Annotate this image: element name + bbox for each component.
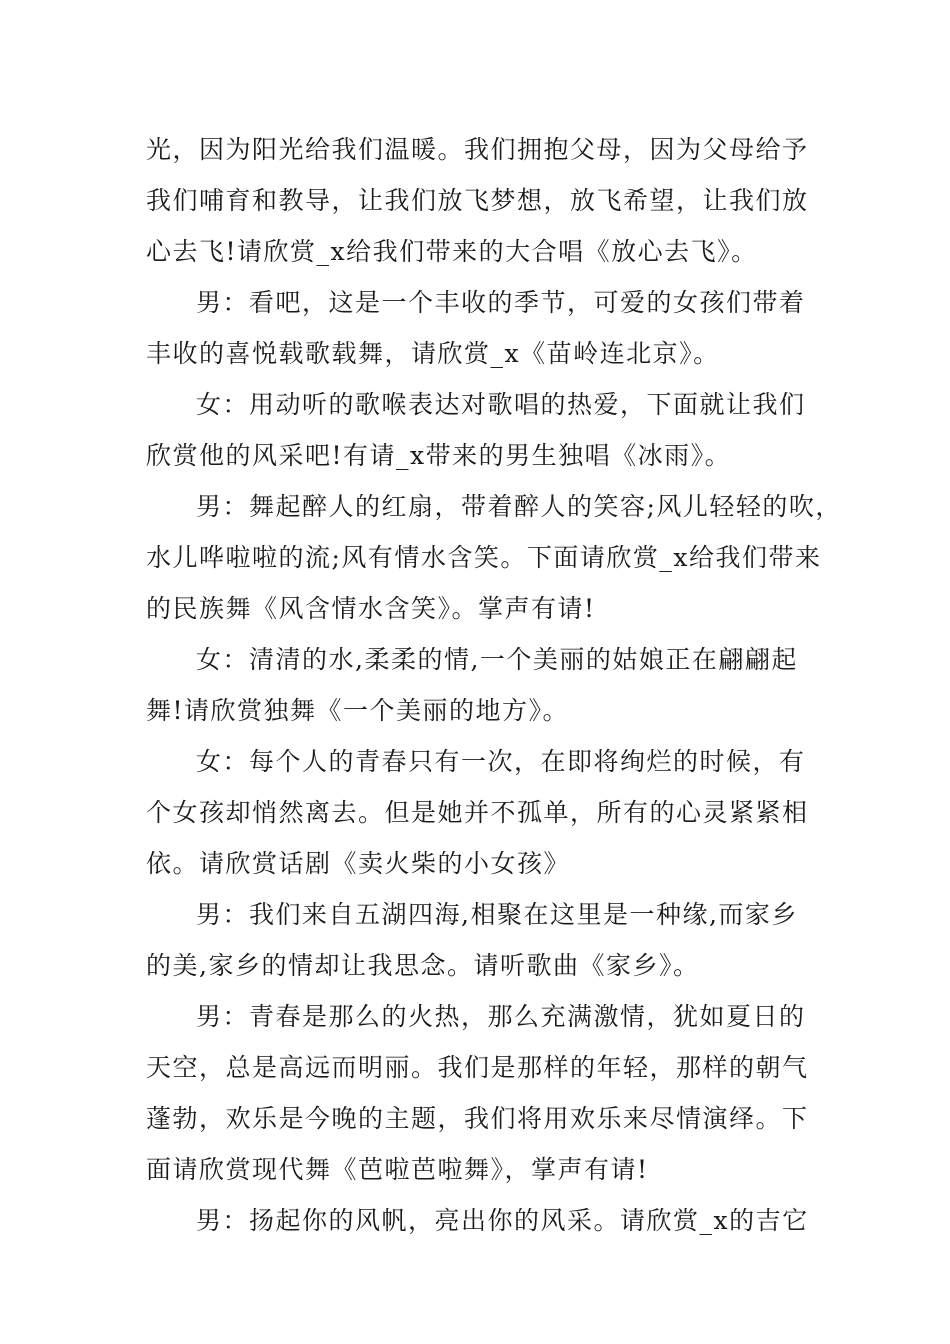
text-line: 女：每个人的青春只有一次，在即将绚烂的时候，有 [196, 747, 806, 776]
text-line: 依。请欣赏话剧《卖火柴的小女孩》 [146, 849, 571, 878]
text-line: 丰收的喜悦载歌载舞，请欣赏_x《苗岭连北京》。 [146, 339, 720, 368]
text-line: 男：青春是那么的火热，那么充满激情，犹如夏日的 [196, 1002, 806, 1031]
text-line: 心去飞!请欣赏_x给我们带来的大合唱《放心去飞》。 [146, 237, 758, 266]
text-line: 光，因为阳光给我们温暖。我们拥抱父母，因为父母给予 [146, 135, 809, 164]
text-line: 的美,家乡的情却让我思念。请听歌曲《家乡》。 [146, 951, 700, 980]
text-line: 个女孩却悄然离去。但是她并不孤单，所有的心灵紧紧相 [146, 798, 809, 827]
text-line: 女：清清的水,柔柔的情,一个美丽的姑娘正在翩翩起 [196, 645, 798, 674]
text-line: 面请欣赏现代舞《芭啦芭啦舞》，掌声有请! [146, 1155, 649, 1184]
text-line: 男：舞起醉人的红扇，带着醉人的笑容;风儿轻轻的吹， [196, 492, 842, 521]
text-line: 的民族舞《风含情水含笑》。掌声有请! [146, 594, 596, 623]
text-line: 天空，总是高远而明丽。我们是那样的年轻，那样的朝气 [146, 1053, 809, 1082]
text-line: 男：扬起你的风帆，亮出你的风采。请欣赏_x的吉它 [196, 1206, 809, 1235]
text-line: 舞!请欣赏独舞《一个美丽的地方》。 [146, 696, 570, 725]
text-line: 女：用动听的歌喉表达对歌唱的热爱，下面就让我们 [196, 390, 806, 419]
text-line: 欣赏他的风采吧!有请_x带来的男生独唱《冰雨》。 [146, 441, 732, 470]
text-line: 我们哺育和教导，让我们放飞梦想，放飞希望，让我们放 [146, 186, 809, 215]
text-line: 男：看吧，这是一个丰收的季节，可爱的女孩们带着 [196, 288, 806, 317]
text-line: 男：我们来自五湖四海,相聚在这里是一种缘,而家乡 [196, 900, 798, 929]
text-line: 水儿哗啦啦的流;风有情水含笑。下面请欣赏_x给我们带来 [146, 543, 822, 572]
text-line: 蓬勃，欢乐是今晚的主题，我们将用欢乐来尽情演绎。下 [146, 1104, 809, 1133]
